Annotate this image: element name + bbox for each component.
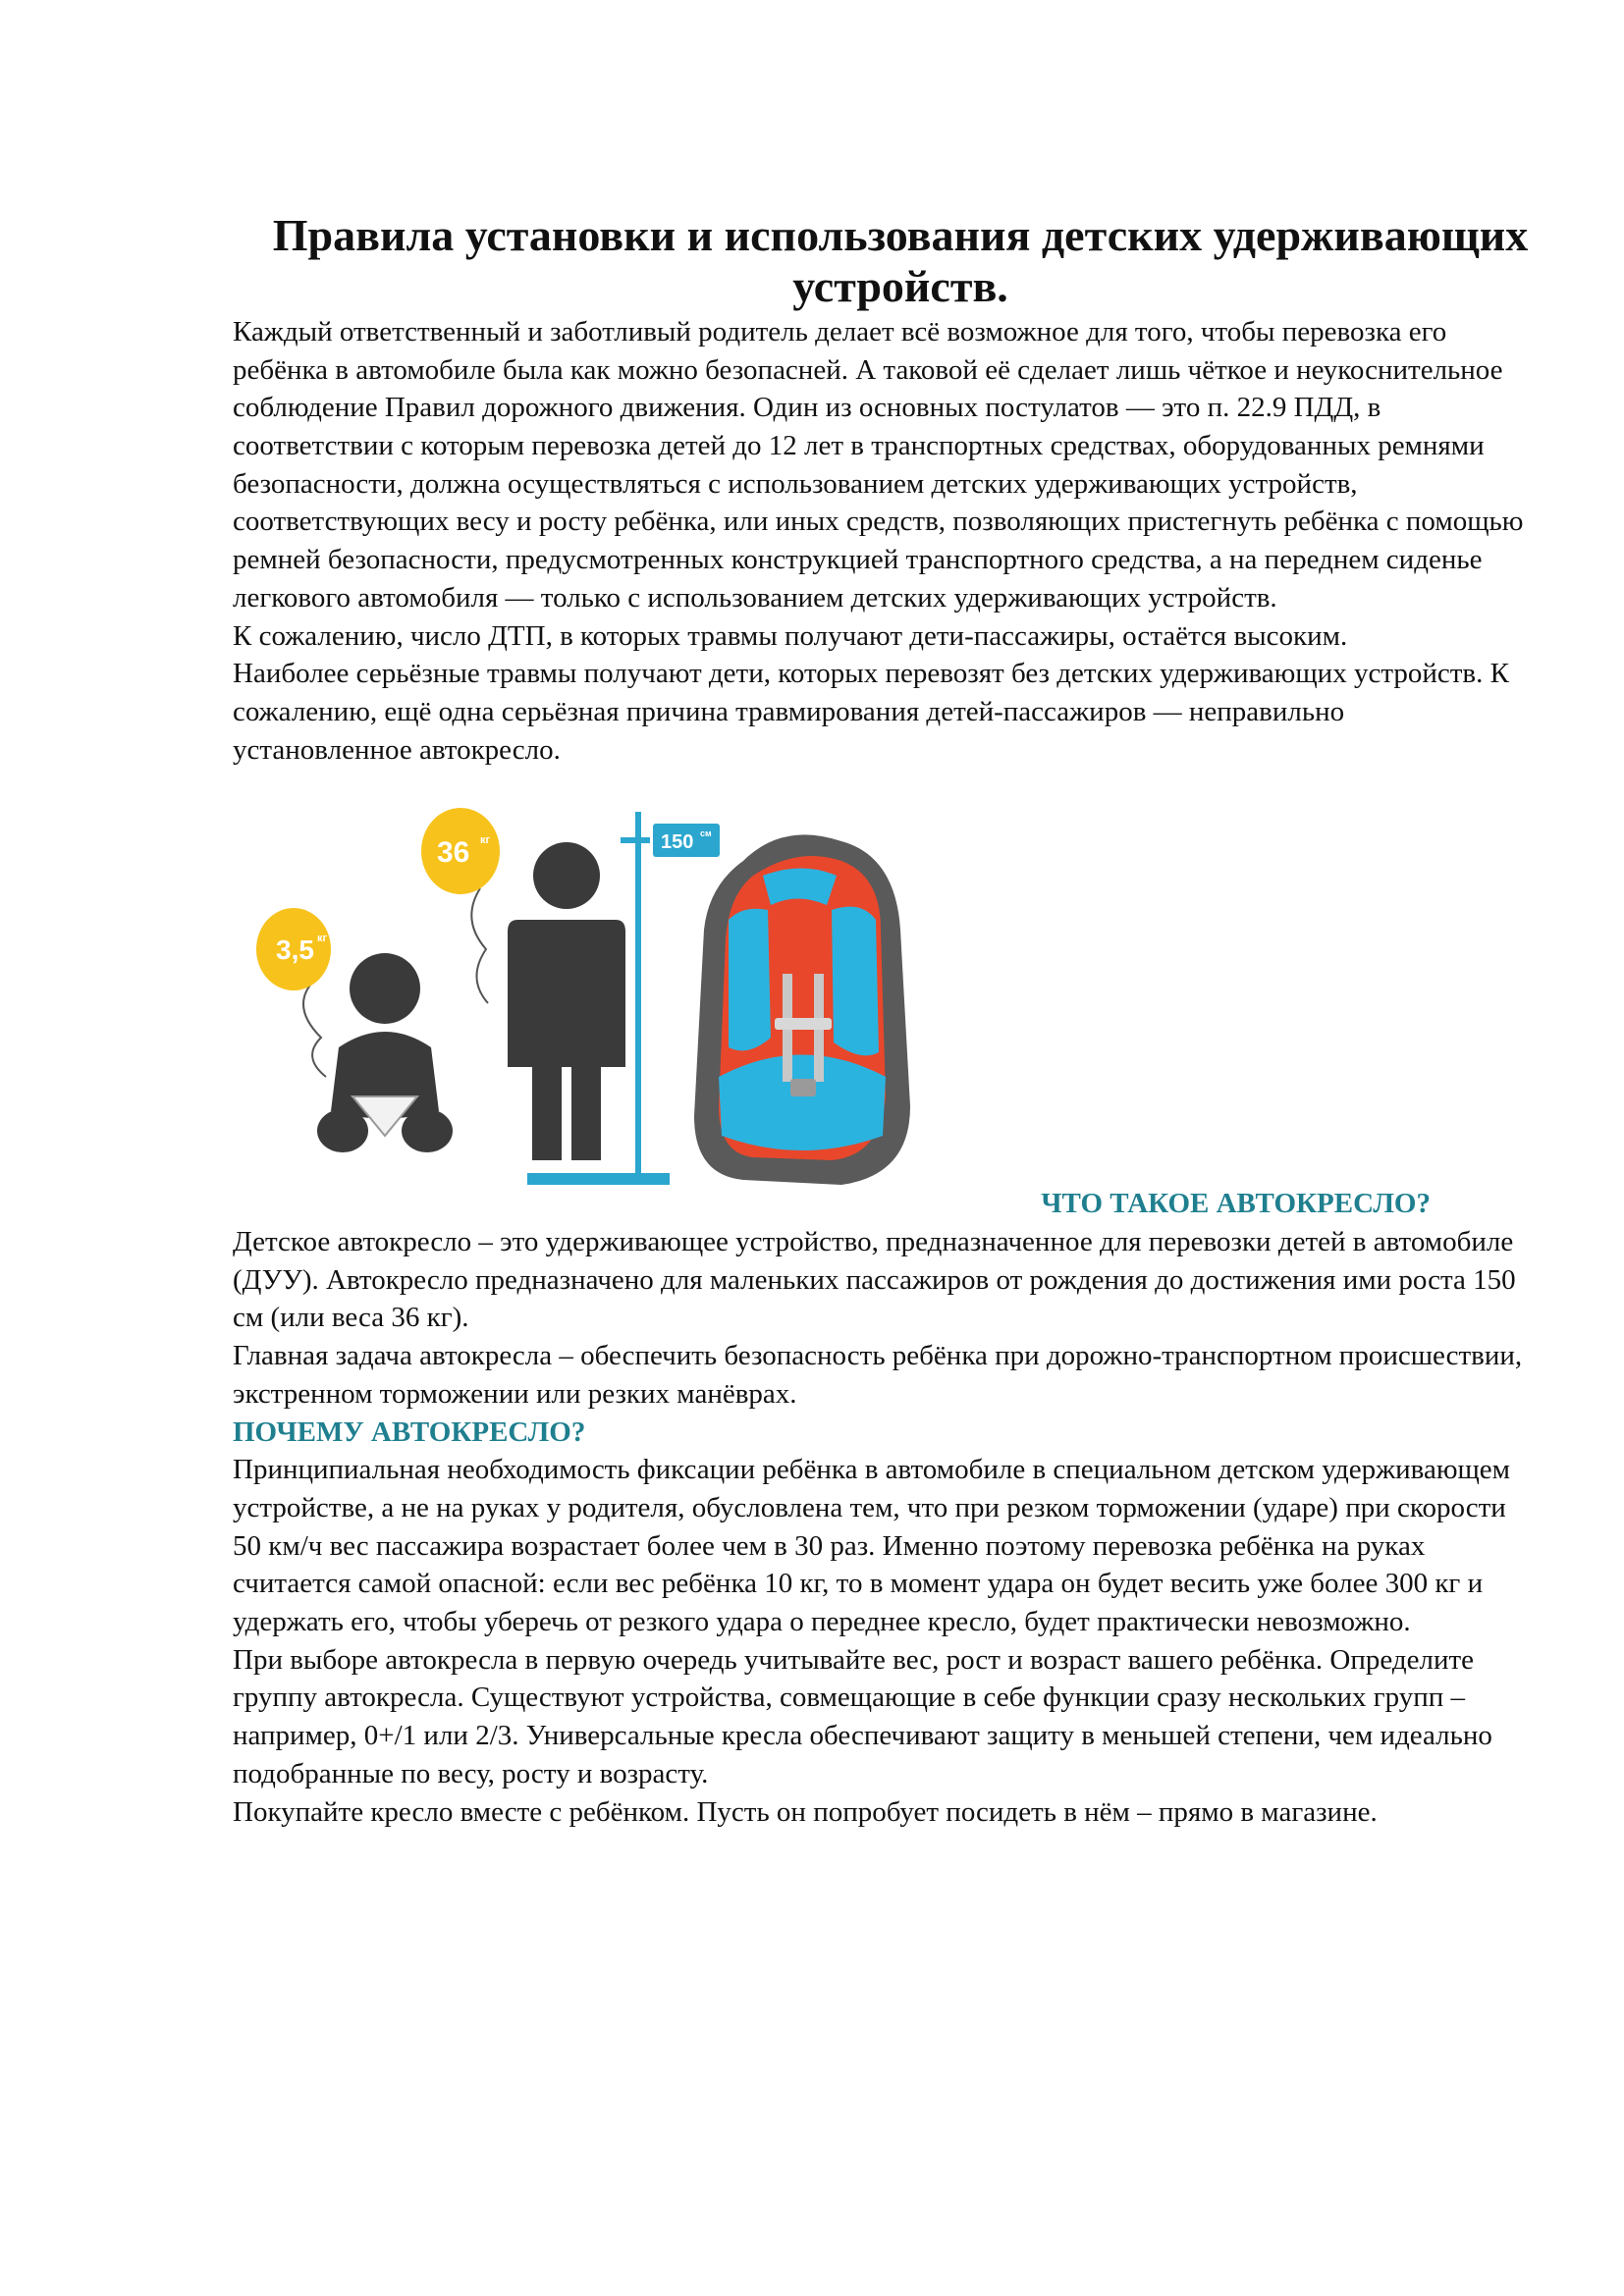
balloon-small-value: 3,5 (276, 934, 314, 966)
section1-text (233, 1223, 1529, 1414)
intro-text (233, 313, 1529, 769)
section1-paragraph: Главная задача автокресла – обеспечить безопасность ребёнка при дорожно-транспортном происшествии, экстренном торможении или резких манёврах. (233, 1340, 1523, 1410)
balloon-large-icon (421, 808, 500, 1003)
intro-paragraph: Каждый ответственный и заботливый родитель делает всё возможное для того, чтобы перевозка его ребёнка в автомобиле была как можно безопасней. А таковой её сделает лишь чёткое и неукоснительное соблюдение Правил дорожного движения. Один из основных постулатов — это п. 22.9 ПДД, в соответствии с которым перевозка детей до 12 лет в транспортных средствах, оборудованных ремнями безопасности, должна осуществляться с использованием детских удерживающих устройств, соответствующих весу и росту ребёнка, или иных средств, позволяющих пристегнуть ребёнка с помощью ремней безопасности, предусмотренных конструкцией транспортного средства, а на переднем сиденье легкового автомобиля — только с использованием детских удерживающих устройств. (233, 315, 1524, 614)
car-seat-illustration (233, 782, 949, 1214)
document-content (233, 210, 1529, 1831)
adult-figure-icon (508, 842, 625, 1160)
section2-paragraph: Покупайте кресло вместе с ребёнком. Пусть он попробует посидеть в нём – прямо в магазине. (233, 1795, 1378, 1828)
page-title: Правила установки и использования детских удерживающих устройств. (272, 210, 1529, 312)
car-seat-icon (694, 835, 910, 1186)
balloon-large-unit: кг (480, 834, 491, 847)
baby-figure-icon (317, 953, 453, 1152)
intro-paragraph: Наиболее серьёзные травмы получают дети, которых перевозят без детских удерживающих устройств. К сожалению, ещё одна серьёзная причина травмирования детей-пассажиров — неправильно установленное автокресло. (233, 658, 1509, 766)
height-tag-unit: см (700, 828, 712, 839)
balloon-large-value: 36 (437, 836, 470, 870)
balloon-small-unit: кг (317, 933, 328, 945)
section1-paragraph: Детское автокресло – это удерживающее устройство, предназначенное для перевозки детей в автомобиле (ДУУ). Автокресло предназначено для маленьких пассажиров от рождения до достижения ими роста 150 см (или веса 36 кг). (233, 1226, 1516, 1334)
intro-paragraph: К сожалению, число ДТП, в которых травмы получают дети-пассажиры, остаётся высоким. (233, 619, 1348, 652)
section2-paragraph: Принципиальная необходимость фиксации ребёнка в автомобиле в специальном детском удерживающем устройстве, а не на руках у родителя, обусловлена тем, что при резком торможении (ударе) при скорости 50 км/ч вес пассажира возрастает более чем в 30 раз. Именно поэтому перевозка ребёнка на руках считается самой опасной: если вес ребёнка 10 кг, то в момент удара он будет весить уже более 300 кг и удержать его, чтобы уберечь от резкого удара о переднее кресло, будет практически невозможно. (233, 1454, 1511, 1638)
section2-heading: ПОЧЕМУ АВТОКРЕСЛО? (233, 1415, 586, 1448)
height-tag-value: 150 (661, 831, 694, 854)
balloon-small-icon (256, 908, 331, 1077)
section2-text (233, 1451, 1529, 1831)
section2-paragraph: При выборе автокресла в первую очередь учитывайте вес, рост и возраст вашего ребёнка. Определите группу автокресла. Существуют устройства, совмещающие в себе функции сразу нескольких групп – например, 0+/1 или 2/3. Универсальные кресла обеспечивают защиту в меньшей степени, чем идеально подобранные по весу, росту и возрасту. (233, 1643, 1492, 1789)
section1-heading: ЧТО ТАКОЕ АВТОКРЕСЛО? (1041, 1188, 1431, 1220)
